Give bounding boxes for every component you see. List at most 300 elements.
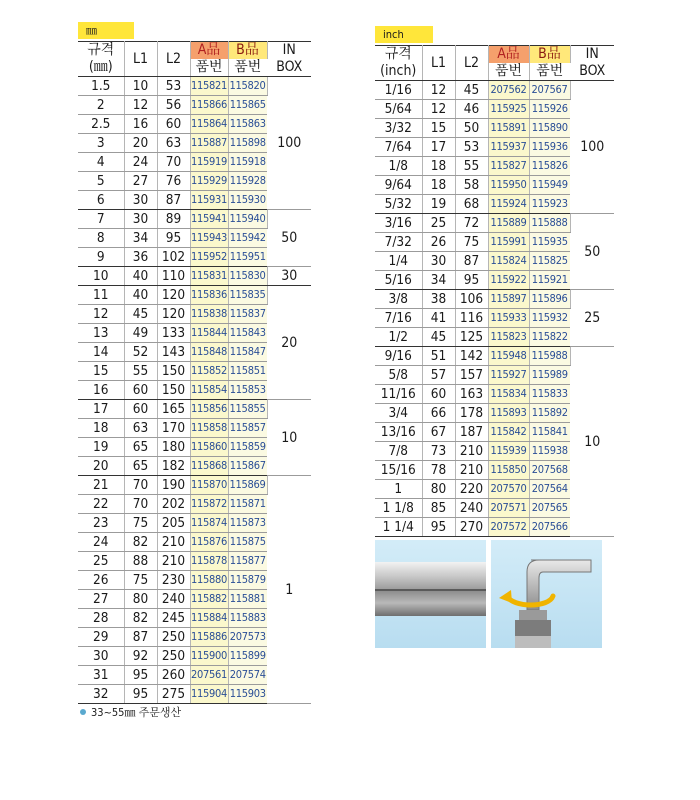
l1-cell: 51 (422, 347, 455, 366)
l2-header: L2 (455, 46, 488, 81)
a-part-number: 115948 (488, 347, 529, 366)
a-part-number: 115900 (190, 647, 228, 666)
a-part-number: 207572 (488, 518, 529, 537)
l2-cell: 125 (455, 328, 488, 347)
size-cell: 9/16 (375, 347, 422, 366)
size-cell: 1/8 (375, 157, 422, 176)
b-part-number: 115896 (529, 290, 570, 309)
a-part-number: 115886 (190, 628, 228, 647)
size-cell: 4 (78, 153, 124, 172)
l1-cell: 80 (124, 590, 157, 609)
size-cell: 2 (78, 96, 124, 115)
l1-cell: 34 (124, 229, 157, 248)
l1-cell: 95 (124, 685, 157, 704)
a-part-number: 115852 (190, 362, 228, 381)
inch-unit-tag: inch (375, 26, 433, 43)
size-cell: 7/8 (375, 442, 422, 461)
a-part-number: 115925 (488, 100, 529, 119)
l2-cell: 240 (455, 499, 488, 518)
l2-cell: 53 (455, 138, 488, 157)
size-cell: 27 (78, 590, 124, 609)
l2-cell: 133 (157, 324, 190, 343)
a-part-number: 115864 (190, 115, 228, 134)
b-part-number: 115877 (228, 552, 267, 571)
l2-cell: 170 (157, 419, 190, 438)
size-header: 규격 (inch) (375, 46, 422, 81)
l1-cell: 45 (124, 305, 157, 324)
l1-cell: 66 (422, 404, 455, 423)
inbox-qty: 50 (570, 214, 614, 290)
b-part-number: 115879 (228, 571, 267, 590)
l1-cell: 26 (422, 233, 455, 252)
size-cell: 1 (375, 480, 422, 499)
a-part-number: 115868 (190, 457, 228, 476)
mm-unit-tag: ㎜ (78, 22, 134, 39)
a-part-number: 115831 (190, 267, 228, 286)
l1-cell: 63 (124, 419, 157, 438)
size-cell: 21 (78, 476, 124, 495)
size-cell: 5/64 (375, 100, 422, 119)
size-cell: 30 (78, 647, 124, 666)
b-part-number: 115847 (228, 343, 267, 362)
l2-cell: 150 (157, 362, 190, 381)
l2-cell: 270 (455, 518, 488, 537)
l1-cell: 57 (422, 366, 455, 385)
size-cell: 31 (78, 666, 124, 685)
l1-cell: 25 (422, 214, 455, 233)
l2-cell: 205 (157, 514, 190, 533)
size-cell: 5 (78, 172, 124, 191)
size-cell: 3/16 (375, 214, 422, 233)
l1-cell: 82 (124, 533, 157, 552)
l1-cell: 80 (422, 480, 455, 499)
size-cell: 26 (78, 571, 124, 590)
a-part-number: 115836 (190, 286, 228, 305)
l2-cell: 110 (157, 267, 190, 286)
size-cell: 12 (78, 305, 124, 324)
l2-cell: 180 (157, 438, 190, 457)
b-part-number: 115942 (228, 229, 267, 248)
l2-cell: 53 (157, 77, 190, 96)
b-part-number: 115949 (529, 176, 570, 195)
b-part-number: 115888 (529, 214, 570, 233)
inbox-qty: 100 (570, 81, 614, 214)
b-part-number: 115833 (529, 385, 570, 404)
table-row (78, 476, 311, 495)
l1-cell: 30 (124, 210, 157, 229)
a-part-number: 115882 (190, 590, 228, 609)
size-cell: 20 (78, 457, 124, 476)
l2-cell: 142 (455, 347, 488, 366)
b-part-number: 207564 (529, 480, 570, 499)
table-row (375, 214, 614, 233)
l2-cell: 89 (157, 210, 190, 229)
b-part-number: 115853 (228, 381, 267, 400)
l2-cell: 163 (455, 385, 488, 404)
l1-cell: 65 (124, 438, 157, 457)
l1-cell: 75 (124, 514, 157, 533)
size-cell: 25 (78, 552, 124, 571)
table-row (375, 290, 614, 309)
a-part-number: 207570 (488, 480, 529, 499)
size-cell: 5/16 (375, 271, 422, 290)
a-part-number: 115880 (190, 571, 228, 590)
inbox-qty: 100 (267, 77, 311, 210)
a-part-number: 115878 (190, 552, 228, 571)
a-part-number: 115848 (190, 343, 228, 362)
inbox-qty: 20 (267, 286, 311, 400)
l2-cell: 106 (455, 290, 488, 309)
b-part-no-header: 품번 (529, 63, 570, 81)
table-row (375, 347, 614, 366)
a-part-number: 115870 (190, 476, 228, 495)
b-part-number: 115843 (228, 324, 267, 343)
table-row (78, 400, 311, 419)
b-part-number: 115826 (529, 157, 570, 176)
b-part-number: 115857 (228, 419, 267, 438)
size-cell: 22 (78, 495, 124, 514)
size-cell: 15 (78, 362, 124, 381)
inbox-qty: 30 (267, 267, 311, 286)
size-cell: 3/4 (375, 404, 422, 423)
size-cell: 7/16 (375, 309, 422, 328)
a-part-number: 115943 (190, 229, 228, 248)
inbox-qty: 10 (570, 347, 614, 537)
a-part-number: 115929 (190, 172, 228, 191)
size-cell: 17 (78, 400, 124, 419)
size-cell: 29 (78, 628, 124, 647)
a-grade-header: A品 (190, 42, 228, 60)
size-cell: 1/4 (375, 252, 422, 271)
l2-cell: 95 (157, 229, 190, 248)
size-cell: 13/16 (375, 423, 422, 442)
l2-cell: 87 (455, 252, 488, 271)
b-part-number: 115873 (228, 514, 267, 533)
b-part-number: 115837 (228, 305, 267, 324)
inbox-qty: 10 (267, 400, 311, 476)
a-part-number: 115834 (488, 385, 529, 404)
size-cell: 9 (78, 248, 124, 267)
size-cell: 15/16 (375, 461, 422, 480)
l1-cell: 70 (124, 476, 157, 495)
l1-cell: 30 (422, 252, 455, 271)
a-part-number: 115927 (488, 366, 529, 385)
l1-cell: 41 (422, 309, 455, 328)
l2-cell: 150 (157, 381, 190, 400)
b-part-number: 115940 (228, 210, 267, 229)
l2-cell: 55 (455, 157, 488, 176)
l2-cell: 210 (455, 442, 488, 461)
size-cell: 9/64 (375, 176, 422, 195)
a-part-number: 115866 (190, 96, 228, 115)
b-part-number: 115936 (529, 138, 570, 157)
a-grade-header: A品 (488, 46, 529, 64)
inbox-header: IN BOX (267, 42, 311, 77)
b-part-number: 115926 (529, 100, 570, 119)
table-row (78, 286, 311, 305)
inch-spec-table (375, 45, 614, 537)
b-part-number: 115898 (228, 134, 267, 153)
l1-cell: 49 (124, 324, 157, 343)
b-part-number: 115951 (228, 248, 267, 267)
a-part-number: 115931 (190, 191, 228, 210)
a-part-no-header: 품번 (488, 63, 529, 81)
b-part-number: 207565 (529, 499, 570, 518)
b-part-number: 115855 (228, 400, 267, 419)
size-cell: 1/2 (375, 328, 422, 347)
l2-cell: 190 (157, 476, 190, 495)
l1-cell: 78 (422, 461, 455, 480)
l1-cell: 60 (124, 400, 157, 419)
a-part-number: 115904 (190, 685, 228, 704)
b-part-number: 115871 (228, 495, 267, 514)
b-part-no-header: 품번 (228, 59, 267, 77)
b-part-number: 115930 (228, 191, 267, 210)
b-part-number: 115921 (529, 271, 570, 290)
b-part-number: 115883 (228, 609, 267, 628)
a-part-number: 115856 (190, 400, 228, 419)
b-part-number: 115988 (529, 347, 570, 366)
size-cell: 11/16 (375, 385, 422, 404)
l2-cell: 260 (157, 666, 190, 685)
a-part-number: 115941 (190, 210, 228, 229)
l2-cell: 45 (455, 81, 488, 100)
a-part-number: 115891 (488, 119, 529, 138)
b-part-number: 207567 (529, 81, 570, 100)
a-part-number: 115823 (488, 328, 529, 347)
size-cell: 14 (78, 343, 124, 362)
b-part-number: 115918 (228, 153, 267, 172)
b-part-number: 115923 (529, 195, 570, 214)
footnote: 33~55㎜ 주문생산 (80, 706, 181, 720)
l2-cell: 210 (157, 552, 190, 571)
size-cell: 1.5 (78, 77, 124, 96)
l1-cell: 19 (422, 195, 455, 214)
b-part-number: 207568 (529, 461, 570, 480)
l2-cell: 182 (157, 457, 190, 476)
b-part-number: 115867 (228, 457, 267, 476)
size-cell: 23 (78, 514, 124, 533)
b-part-number: 115865 (228, 96, 267, 115)
l2-cell: 250 (157, 647, 190, 666)
l1-cell: 24 (124, 153, 157, 172)
l1-cell: 30 (124, 191, 157, 210)
size-cell: 32 (78, 685, 124, 704)
l1-cell: 95 (422, 518, 455, 537)
l2-cell: 187 (455, 423, 488, 442)
l1-cell: 12 (422, 81, 455, 100)
l1-cell: 12 (422, 100, 455, 119)
l2-cell: 116 (455, 309, 488, 328)
l1-cell: 85 (422, 499, 455, 518)
l2-cell: 60 (157, 115, 190, 134)
a-part-number: 115933 (488, 309, 529, 328)
l2-cell: 76 (157, 172, 190, 191)
l2-cell: 275 (157, 685, 190, 704)
inbox-qty: 50 (267, 210, 311, 267)
l1-cell: 60 (124, 381, 157, 400)
l1-cell: 70 (124, 495, 157, 514)
a-part-number: 115844 (190, 324, 228, 343)
l2-cell: 120 (157, 286, 190, 305)
size-header: 규격 (㎜) (78, 42, 124, 77)
size-cell: 18 (78, 419, 124, 438)
size-cell: 28 (78, 609, 124, 628)
l2-cell: 50 (455, 119, 488, 138)
l1-cell: 27 (124, 172, 157, 191)
a-part-no-header: 품번 (190, 59, 228, 77)
size-cell: 2.5 (78, 115, 124, 134)
l2-cell: 72 (455, 214, 488, 233)
l2-cell: 63 (157, 134, 190, 153)
l2-cell: 46 (455, 100, 488, 119)
size-cell: 19 (78, 438, 124, 457)
a-part-number: 115874 (190, 514, 228, 533)
b-part-number: 115830 (228, 267, 267, 286)
inbox-qty: 1 (267, 476, 311, 704)
size-cell: 1/16 (375, 81, 422, 100)
l1-cell: 87 (124, 628, 157, 647)
a-part-number: 207561 (190, 666, 228, 685)
size-cell: 3/8 (375, 290, 422, 309)
a-part-number: 115858 (190, 419, 228, 438)
b-part-number: 115869 (228, 476, 267, 495)
a-part-number: 115842 (488, 423, 529, 442)
b-part-number: 115935 (529, 233, 570, 252)
mm-spec-table (78, 41, 311, 704)
a-part-number: 115950 (488, 176, 529, 195)
size-cell: 8 (78, 229, 124, 248)
a-part-number: 115827 (488, 157, 529, 176)
bullet-dot-icon (80, 709, 86, 715)
l1-header: L1 (422, 46, 455, 81)
inbox-header: IN BOX (570, 46, 614, 81)
l1-cell: 40 (124, 286, 157, 305)
l2-cell: 250 (157, 628, 190, 647)
size-cell: 11 (78, 286, 124, 305)
l1-cell: 18 (422, 157, 455, 176)
a-part-number: 115884 (190, 609, 228, 628)
table-row (375, 81, 614, 100)
a-part-number: 115897 (488, 290, 529, 309)
l2-cell: 120 (157, 305, 190, 324)
b-part-number: 115938 (529, 442, 570, 461)
l1-cell: 65 (124, 457, 157, 476)
a-part-number: 115939 (488, 442, 529, 461)
l2-cell: 157 (455, 366, 488, 385)
l1-cell: 38 (422, 290, 455, 309)
l1-cell: 12 (124, 96, 157, 115)
b-part-number: 207574 (228, 666, 267, 685)
a-part-number: 207571 (488, 499, 529, 518)
b-part-number: 115989 (529, 366, 570, 385)
b-part-number: 115859 (228, 438, 267, 457)
a-part-number: 115889 (488, 214, 529, 233)
l1-cell: 95 (124, 666, 157, 685)
a-part-number: 115860 (190, 438, 228, 457)
l2-cell: 245 (157, 609, 190, 628)
l1-cell: 45 (422, 328, 455, 347)
b-grade-header: B品 (228, 42, 267, 60)
l1-cell: 10 (124, 77, 157, 96)
l1-header: L1 (124, 42, 157, 77)
l1-cell: 60 (422, 385, 455, 404)
l1-cell: 92 (124, 647, 157, 666)
b-part-number: 115820 (228, 77, 267, 96)
table-row (78, 267, 311, 286)
l2-header: L2 (157, 42, 190, 77)
b-part-number: 115822 (529, 328, 570, 347)
l2-cell: 56 (157, 96, 190, 115)
b-part-number: 115932 (529, 309, 570, 328)
l1-cell: 40 (124, 267, 157, 286)
l2-cell: 87 (157, 191, 190, 210)
a-part-number: 207562 (488, 81, 529, 100)
l1-cell: 67 (422, 423, 455, 442)
l1-cell: 82 (124, 609, 157, 628)
l2-cell: 102 (157, 248, 190, 267)
l2-cell: 240 (157, 590, 190, 609)
a-part-number: 115872 (190, 495, 228, 514)
b-grade-header: B品 (529, 46, 570, 64)
l1-cell: 36 (124, 248, 157, 267)
l1-cell: 20 (124, 134, 157, 153)
b-part-number: 115928 (228, 172, 267, 191)
l1-cell: 55 (124, 362, 157, 381)
a-part-number: 115937 (488, 138, 529, 157)
size-cell: 10 (78, 267, 124, 286)
hex-key-rotation-photo (491, 540, 602, 648)
l2-cell: 95 (455, 271, 488, 290)
l2-cell: 178 (455, 404, 488, 423)
a-part-number: 115991 (488, 233, 529, 252)
l2-cell: 230 (157, 571, 190, 590)
size-cell: 5/8 (375, 366, 422, 385)
a-part-number: 115824 (488, 252, 529, 271)
l2-cell: 202 (157, 495, 190, 514)
table-row (78, 210, 311, 229)
b-part-number: 115881 (228, 590, 267, 609)
size-cell: 7/32 (375, 233, 422, 252)
hex-bar-closeup-photo (375, 540, 486, 648)
a-part-number: 115893 (488, 404, 529, 423)
l2-cell: 75 (455, 233, 488, 252)
size-cell: 13 (78, 324, 124, 343)
l1-cell: 34 (422, 271, 455, 290)
b-part-number: 207573 (228, 628, 267, 647)
size-cell: 3/32 (375, 119, 422, 138)
b-part-number: 115835 (228, 286, 267, 305)
l2-cell: 68 (455, 195, 488, 214)
l2-cell: 210 (157, 533, 190, 552)
b-part-number: 115863 (228, 115, 267, 134)
l1-cell: 16 (124, 115, 157, 134)
a-part-number: 115838 (190, 305, 228, 324)
a-part-number: 115924 (488, 195, 529, 214)
size-cell: 24 (78, 533, 124, 552)
l1-cell: 52 (124, 343, 157, 362)
l2-cell: 220 (455, 480, 488, 499)
b-part-number: 115903 (228, 685, 267, 704)
a-part-number: 115821 (190, 77, 228, 96)
a-part-number: 115876 (190, 533, 228, 552)
a-part-number: 115919 (190, 153, 228, 172)
a-part-number: 115922 (488, 271, 529, 290)
l2-cell: 143 (157, 343, 190, 362)
inbox-qty: 25 (570, 290, 614, 347)
l1-cell: 73 (422, 442, 455, 461)
b-part-number: 115841 (529, 423, 570, 442)
